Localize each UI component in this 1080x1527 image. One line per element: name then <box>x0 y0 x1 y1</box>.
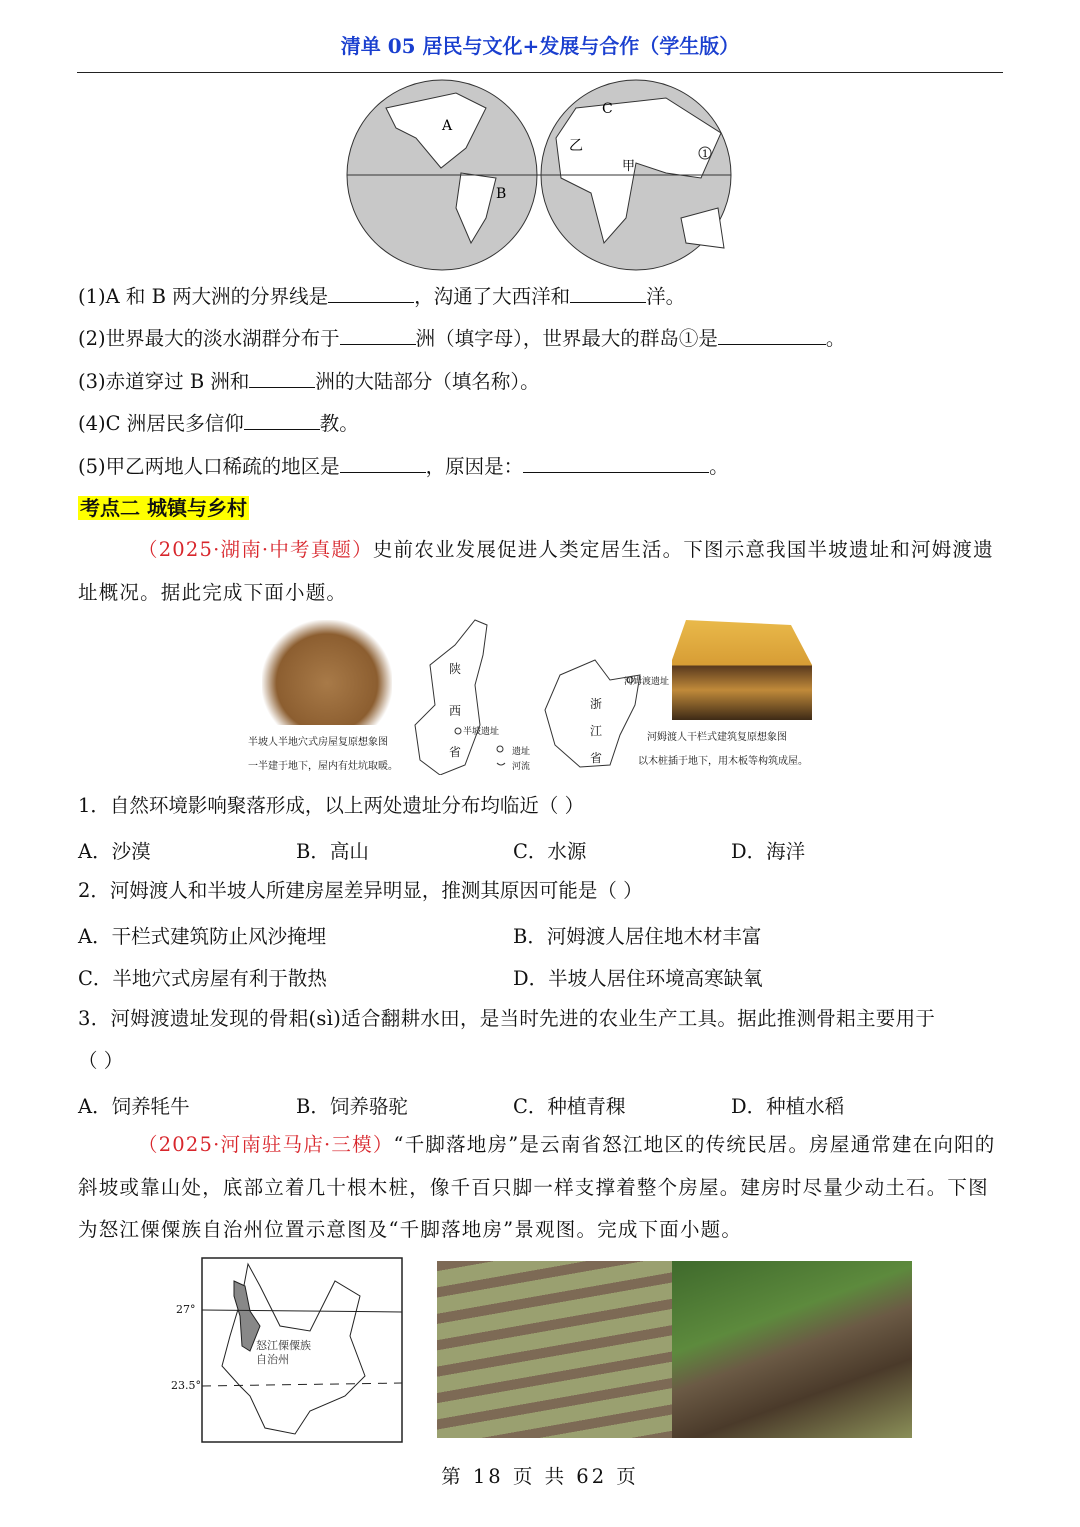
question-stem: 1．自然环境影响聚落形成，以上两处遗址分布均临近（ ） <box>78 794 585 817</box>
intro-paragraph-2: （2025·河南驻马店·三模）“千脚落地房”是云南省怒江地区的传统民居。房屋通常建在向阳的斜坡或靠山处，底部立着几十根木桩，像千百只脚一样支撑着整个房屋。建房时尽量少动土石。下图为怒江傈僳族自治州位置示意图及“千脚落地房”景观图。完成下面小题。 <box>78 1133 996 1241</box>
question-stem: 2．河姆渡人和半坡人所建房屋差异明显，推测其原因可能是（ ） <box>78 879 643 902</box>
section-heading: 考点二 城镇与乡村 <box>80 496 247 520</box>
option-b[interactable]: B．饲养骆驼 <box>296 1095 408 1118</box>
hillside-houses-photo <box>437 1261 672 1438</box>
answer-blank[interactable] <box>718 327 826 345</box>
option-c[interactable]: C．水源 <box>513 840 587 863</box>
hemudu-house-image <box>672 620 812 720</box>
legend-river: 河流 <box>512 762 531 772</box>
label-b: B <box>496 186 507 202</box>
stilt-house-photo <box>672 1261 912 1438</box>
question-stem: 3．河姆渡遗址发现的骨耜(sì)适合翻耕水田，是当时先进的农业生产工具。据此推测骨耜主要用于 <box>78 1007 936 1030</box>
question-1-3: (3)赤道穿过 B 洲和 洲的大陆部分（填名称）。 <box>78 370 540 393</box>
option-c[interactable]: C．种植青稞 <box>513 1095 626 1118</box>
latitude-23-5: 23.5° <box>171 1379 201 1392</box>
map-label: 江 <box>590 724 603 738</box>
option-d[interactable]: D．半坡人居住环境高寒缺氧 <box>513 967 763 990</box>
answer-blank[interactable] <box>340 327 416 345</box>
option-b[interactable]: B．高山 <box>296 840 369 863</box>
option-a[interactable]: A．干栏式建筑防止风沙掩埋 <box>78 925 327 948</box>
latitude-27: 27° <box>176 1303 196 1316</box>
map-label: 省 <box>590 751 603 765</box>
question-stem-bracket: （ ） <box>78 1049 124 1072</box>
banpo-site-label: 半坡遗址 <box>463 727 500 737</box>
answer-blank[interactable] <box>249 370 315 388</box>
banpo-note: 一半建于地下，屋内有灶坑取暖。 <box>248 761 398 772</box>
option-a[interactable]: A．沙漠 <box>78 840 151 863</box>
hemudu-note: 以木桩插于地下，用木板等构筑成屋。 <box>638 756 808 767</box>
option-a[interactable]: A．饲养牦牛 <box>78 1095 190 1118</box>
banpo-caption: 半坡人半地穴式房屋复原想象图 <box>248 737 388 748</box>
label-a: A <box>442 118 453 134</box>
option-b[interactable]: B．河姆渡人居住地木材丰富 <box>513 925 762 948</box>
label-yi: 乙 <box>569 138 583 154</box>
header-rule <box>77 72 1003 73</box>
label-c: C <box>602 101 613 117</box>
question-1-1: (1)A 和 B 两大洲的分界线是 ，沟通了大西洋和 洋。 <box>78 285 686 308</box>
region-label: 怒江傈僳族 <box>256 1339 311 1352</box>
question-1-2: (2)世界最大的淡水湖群分布于 洲（填字母），世界最大的群岛①是 。 <box>78 327 846 350</box>
page-header-title: 清单 05 居民与文化+发展与合作（学生版） <box>340 34 740 58</box>
map-label: 省 <box>449 745 462 759</box>
hemudu-site-label: 河姆渡遗址 <box>624 677 670 687</box>
option-d[interactable]: D．海洋 <box>731 840 806 863</box>
page-footer: 第 18 页 共 62 页 <box>441 1465 639 1488</box>
question-1-5: (5)甲乙两地人口稀疏的地区是 ，原因是： 。 <box>78 455 729 478</box>
map-label: 西 <box>449 704 462 718</box>
answer-blank[interactable] <box>523 455 709 473</box>
map-label: 浙 <box>590 697 603 711</box>
label-circled-1: 1 <box>702 149 709 160</box>
banpo-house-image <box>262 620 392 725</box>
answer-blank[interactable] <box>244 412 320 430</box>
question-1-4: (4)C 洲居民多信仰 教。 <box>78 412 359 435</box>
hemudu-caption: 河姆渡人干栏式建筑复原想象图 <box>647 732 787 743</box>
world-map <box>346 78 734 272</box>
label-jia: 甲 <box>622 159 636 174</box>
answer-blank[interactable] <box>340 455 426 473</box>
option-c[interactable]: C．半地穴式房屋有利于散热 <box>78 967 327 990</box>
option-d[interactable]: D．种植水稻 <box>731 1095 845 1118</box>
answer-blank[interactable] <box>570 285 646 303</box>
map-label: 陕 <box>449 662 462 676</box>
region-label-2: 自治州 <box>256 1353 289 1366</box>
legend-site: 遗址 <box>512 747 531 757</box>
answer-blank[interactable] <box>328 285 414 303</box>
intro-paragraph-1: （2025·湖南·中考真题）史前农业发展促进人类定居生活。下图示意我国半坡遗址和河姆渡遗址概况。据此完成下面小题。 <box>78 538 994 604</box>
